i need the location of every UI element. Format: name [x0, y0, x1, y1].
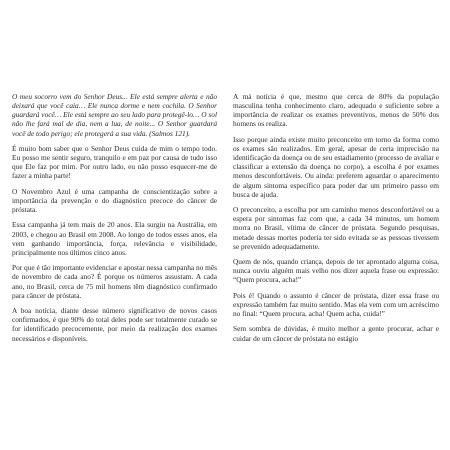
right-column: [233, 92, 439, 349]
paragraph: O preconceito, a escolha por um caminho menos desconfortável ou a espera por sintomas faz com que, a cada 34 minutos, um homem morra no Brasil, vítima de câncer de próstata. Segundo pesquisas, metade dessas mortes poderia ter sido evitada se as pessoas tivessem se prevenido adequadamente.: [233, 205, 439, 251]
paragraph: Isso porque ainda existe muito preconceito em torno da forma como os exames são realizados. Em geral, apesar de certa imprecisão na identificação da doença ou de seu estadiamento (processo de avaliar e classificar a extensão da doença no corpo), a escolha é por exames menos desconfortáveis. Ou ainda: preferem aguardar o aparecimento de algum sintoma específico para poder dar um primeiro passo em busca de ajuda.: [233, 134, 439, 199]
paragraph: Essa campanha já tem mais de 20 anos. Ela surgiu na Austrália, em 2003, e chegou ao Brasil em 2008. Ao longo de todos esses anos, ela vem ganhando importância, força, relevância e visibilidade, principalmente nos últimos cinco anos.: [12, 220, 217, 257]
paragraph: Por que é tão importante evidenciar e apostar nessa campanha no mês de novembro de cada ano? É porque os números assustam. A cada ano, no Brasil, cerca de 75 mil homens têm diagnóstico confirmado para câncer de próstata.: [12, 263, 217, 300]
left-column: [12, 92, 217, 349]
psalm-quote: O meu socorro vem do Senhor Deus... Ele está sempre alerta e não deixará que você caia… Ele nunca dorme e nem cochila. O Senhor guardará você… Ele está sempre ao seu lado para protegê-lo… O sol não lhe fará mal de dia, nem a lua, de noite... O Senhor guardará você de todo perigo; ele protegerá a sua vida. (Salmos 121).: [12, 92, 217, 138]
paragraph: Pois é! Quando o assunto é câncer de próstata, dizer essa frase ou expressão também faz muito sentido. Mas ela vem com um acréscimo no final: “Quem procura, acha! Quem acha, cuida!”: [233, 290, 439, 319]
paragraph: A má notícia é que, mesmo que cerca de 80% da população masculina tenha conhecimento claro, adequado e suficiente sobre a importância de realizar os exames preventivos, menos de 50% dos homens os realiza.: [233, 92, 439, 129]
paragraph: Sem sombra de dúvidas, é muito melhor a gente procurar, achar e cuidar de um câncer de próstata no estágio: [233, 324, 439, 343]
paragraph: A boa notícia, diante desse número significativo de novos casos confirmados, é que 90% do total deles pode ser totalmente curado se for identificado precocemente, por meio da realização dos exames necessários e disponíveis.: [12, 306, 217, 343]
paragraph: O Novembro Azul é uma campanha de conscientização sobre a importância da prevenção e do diagnóstico precoce do câncer de próstata.: [12, 186, 217, 215]
paragraph: Quem de nós, quando criança, depois de ter aprontado alguma coisa, nunca ouviu alguém mais velho nos dizer aquela frase ou expressão: “Quem procura, acha!”: [233, 257, 439, 285]
paragraph: É muito bom saber que o Senhor Deus cuida de mim o tempo todo. Eu posso me sentir seguro, tranquilo e em paz por causa de tudo isso que Ele faz por mim. Por outro lado, eu não posso esquecer-me de fazer a minha parte!: [12, 143, 217, 181]
